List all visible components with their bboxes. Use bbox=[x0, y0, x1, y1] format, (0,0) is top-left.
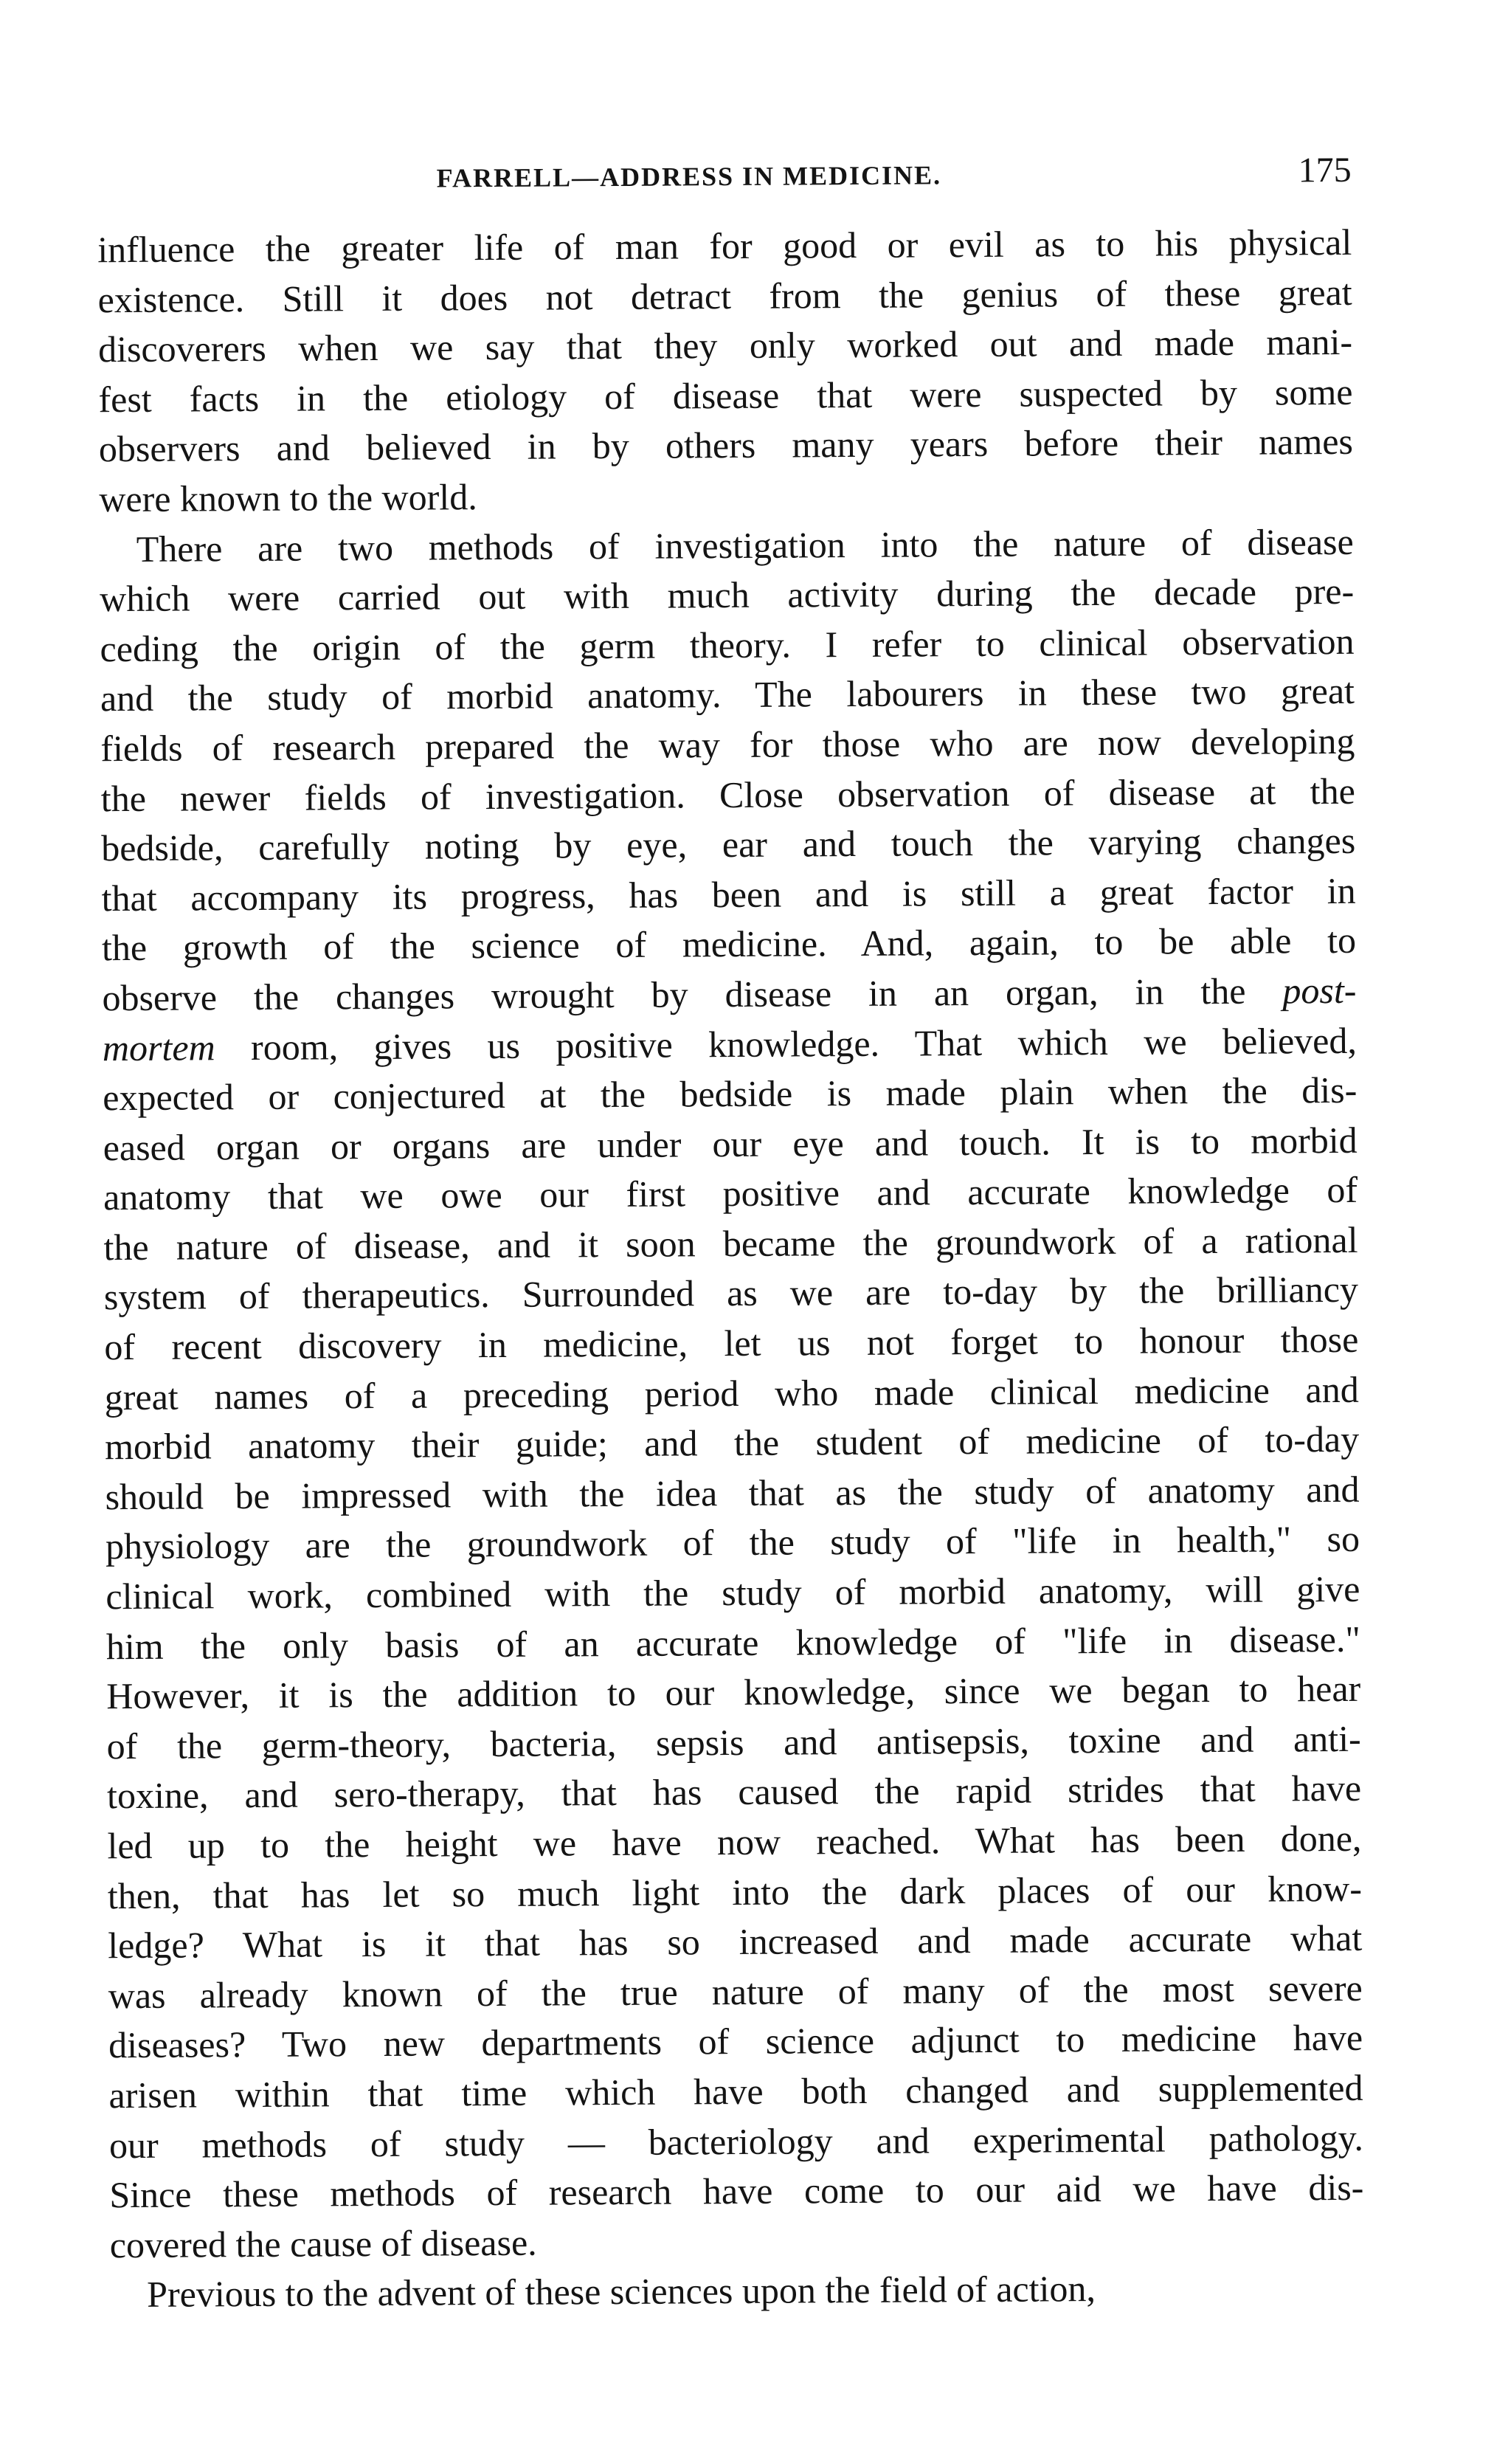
text-line: were known to the world. bbox=[99, 476, 477, 520]
text-line: great names of a preceding period who made clinical medicine and bbox=[104, 1368, 1359, 1418]
text-line: morbid anatomy their guide; and the student of medicine of to-day bbox=[105, 1418, 1360, 1468]
text-line: of recent discovery in medicine, let us not forget to honour those bbox=[104, 1318, 1359, 1368]
text-line: fields of research prepared the way for those who are now developing bbox=[100, 719, 1355, 770]
text-line: covered the cause of disease. bbox=[109, 2221, 537, 2265]
text-line: fest facts in the etiology of disease that were suspected by some bbox=[98, 370, 1353, 421]
text-line: our methods of study — bacteriology and experimental pathology. bbox=[108, 2116, 1364, 2166]
text-line: diseases? Two new departments of science adjunct to medicine have bbox=[108, 2017, 1363, 2066]
text-line: then, that has let so much light into the dark places of our know- bbox=[107, 1867, 1363, 1916]
text-line: mortem room, gives us positive knowledge. That which we believed, bbox=[102, 1019, 1358, 1069]
italic-term: post- bbox=[1282, 969, 1357, 1012]
text-line: expected or conjectured at the bedside is made plain when the dis- bbox=[103, 1069, 1358, 1119]
text-line: There are two methods of investigation into the nature of disease bbox=[136, 520, 1354, 570]
text-line: anatomy that we owe our first positive and accurate knowledge of bbox=[103, 1169, 1358, 1218]
text-line: observe the changes wrought by disease in an organ, in the post- bbox=[102, 969, 1357, 1019]
text-line: physiology are the groundwork of the study of "life in health," so bbox=[105, 1518, 1360, 1567]
text-line: him the only basis of an accurate knowledge of "life in disease." bbox=[106, 1618, 1360, 1667]
paragraph bbox=[97, 218, 1353, 525]
text-line: arisen within that time which have both changed and supplemented bbox=[108, 2066, 1363, 2116]
text-line: of the germ-theory, bacteria, sepsis and antisepsis, toxine and anti- bbox=[106, 1717, 1361, 1767]
text-line: should be impressed with the idea that as the study of anatomy and bbox=[105, 1468, 1360, 1518]
text-line: bedside, carefully noting by eye, ear and touch the varying changes bbox=[101, 820, 1356, 869]
text-line: the nature of disease, and it soon became the groundwork of a rational bbox=[103, 1218, 1358, 1269]
text-line: ceding the origin of the germ theory. I refer to clinical observation bbox=[100, 620, 1355, 670]
text-line: ledge? What is it that has so increased and made accurate what bbox=[108, 1917, 1363, 1967]
text-line: the newer fields of investigation. Close observation of disease at the bbox=[100, 770, 1355, 819]
paragraph bbox=[100, 517, 1364, 2270]
text-line: the growth of the science of medicine. And, again, to be able to bbox=[101, 919, 1357, 969]
body-text bbox=[97, 218, 1364, 2320]
running-head bbox=[97, 150, 1352, 209]
italic-term: mortem bbox=[102, 1026, 215, 1069]
text-line: that accompany its progress, has been and is still a great factor in bbox=[101, 869, 1356, 919]
text-line: toxine, and sero-therapy, that has caused the rapid strides that have bbox=[106, 1767, 1362, 1817]
text-line: observers and believed in by others many years before their names bbox=[98, 421, 1354, 470]
text-line: was already known of the true nature of many of the most severe bbox=[108, 1967, 1363, 2017]
page-number: 175 bbox=[1298, 150, 1352, 190]
text-line: However, it is the addition to our knowledge, since we began to hear bbox=[106, 1668, 1361, 1717]
text-line: which were carried out with much activity during the decade pre- bbox=[99, 570, 1355, 620]
paragraph bbox=[110, 2263, 1364, 2320]
text-line: Since these methods of research have come to our aid we have dis- bbox=[109, 2167, 1364, 2216]
text-line: and the study of morbid anatomy. The labourers in these two great bbox=[100, 670, 1355, 719]
running-title: FARRELL—ADDRESS IN MEDICINE. bbox=[436, 160, 942, 193]
text-line: led up to the height we have now reached. What has been done, bbox=[107, 1817, 1362, 1867]
text-line: system of therapeutics. Surrounded as we are to-day by the brilliancy bbox=[103, 1269, 1359, 1318]
text-line: influence the greater life of man for good or evil as to his physical bbox=[97, 221, 1352, 271]
text-line: discoverers when we say that they only worked out and made mani- bbox=[97, 321, 1353, 370]
text-line: eased organ or organs are under our eye and touch. It is to morbid bbox=[103, 1119, 1358, 1168]
text-line: existence. Still it does not detract from the genius of these great bbox=[97, 271, 1352, 320]
text-line: clinical work, combined with the study of morbid anatomy, will give bbox=[106, 1567, 1360, 1618]
text-line: Previous to the advent of these sciences upon the field of action, bbox=[147, 2268, 1096, 2316]
